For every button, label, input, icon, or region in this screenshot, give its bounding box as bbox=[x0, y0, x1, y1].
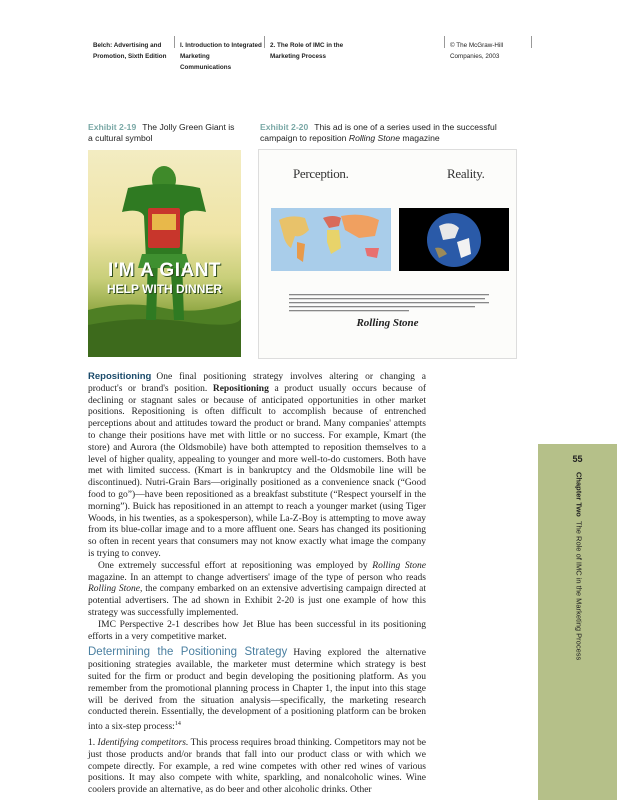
header-part-line: Communications bbox=[180, 64, 232, 71]
paragraph-text: a product usually occurs because of declining or stagnant sales or because of anticipated opportunities in other market positions. Repositioning is often difficult to accomplish because of entrenched perceptions about and attitudes toward the product or brand. Many companies' attempts to change their positions have met with little or no success. For example, Kmart (the store) and Aurora (the Oldsmobile) have both attempted to reposition themselves to a level of higher quality, appealing to younger and more well-to-do customers. Both have met with limited success. (Kmart is in bankruptcy and the Oldsmobile line will be discontinued). Nutri-Grain Bars—originally positioned as a convenience snack (“Good food to go”)—have been repositioned as a breakfast substitute (“Respect yourself in the morning”). Buick has repositioned in an attempt to reach a younger market (using Tiger Woods, in his twenties, as a spokesperson), while La-Z-Boy is attempting to move away from its blue-collar image and to a more affluent one. Sears has changed its positioning so often in recent years that consumers may not know exactly what image the company is trying to convey. bbox=[88, 383, 426, 559]
magazine-title: Rolling Stone bbox=[372, 560, 426, 571]
header-chapter-line: Marketing Process bbox=[270, 53, 326, 60]
caption-magazine-title: Rolling Stone bbox=[348, 133, 400, 143]
caption-text: magazine bbox=[399, 133, 440, 143]
green-giant-ad-image bbox=[88, 150, 241, 357]
caption-text: This ad is one of a series used in the successful bbox=[314, 122, 497, 132]
header-chapter-line: 2. The Role of IMC in the bbox=[270, 42, 344, 49]
header-divider bbox=[174, 36, 175, 48]
rolling-stone-logo: Rolling Stone bbox=[356, 317, 419, 329]
list-item-term: Identifying competitors. bbox=[97, 738, 189, 749]
paragraph-text: One final positioning strategy involves altering or changing a product's or brand's position. bbox=[88, 372, 426, 394]
exhibit-label: Exhibit 2-20 bbox=[260, 122, 309, 132]
header-copyright bbox=[450, 40, 503, 62]
list-item bbox=[88, 738, 426, 797]
header-copyright-line: © The McGraw-Hill bbox=[450, 42, 504, 49]
body-text bbox=[88, 371, 426, 797]
header-divider bbox=[531, 36, 532, 48]
footnote-ref: 14 bbox=[174, 721, 181, 728]
header-part bbox=[180, 40, 262, 73]
header-part-line: I. Introduction to Integrated bbox=[180, 42, 262, 49]
world-map-illustration bbox=[271, 208, 391, 271]
exhibit-2-19-caption bbox=[88, 122, 248, 144]
caption-text: campaign to reposition bbox=[260, 133, 349, 143]
earth-globe-image bbox=[399, 208, 509, 271]
paragraph-text: This process requires broad thinking. Competitors may not be just those products and/or brands that fall into our product class or with which we compete directly. For example, a red wine competes with other red wines of various positions. It may also compete with white, sparkling, and nonalcoholic wines. Wine coolers provide an alternative, as do beer and other alcoholic drinks. Other bbox=[88, 738, 427, 796]
header-divider bbox=[264, 36, 265, 48]
chapter-title: The Role of IMC in the Marketing Process bbox=[574, 521, 584, 661]
paragraph-rolling-stone bbox=[88, 561, 426, 620]
paragraph-text: One extremely successful effort at repositioning was employed by bbox=[98, 560, 373, 571]
header-chapter bbox=[270, 40, 343, 62]
header-book-line: Promotion, Sixth Edition bbox=[93, 53, 167, 60]
green-giant-illustration bbox=[88, 150, 241, 357]
ad-word-perception: Perception. bbox=[293, 166, 349, 181]
paragraph-imc-perspective: IMC Perspective 2-1 describes how Jet Blue has been successful in its positioning efforts in a very competitive market. bbox=[88, 619, 426, 642]
header-book bbox=[93, 40, 166, 62]
ad-subhead: HELP WITH DINNER bbox=[106, 282, 223, 296]
header-book-line: Belch: Advertising and bbox=[93, 42, 162, 49]
header-copyright-line: Companies, 2003 bbox=[450, 53, 500, 60]
page-number: 55 bbox=[572, 454, 583, 464]
ad-body-copy bbox=[289, 292, 489, 314]
exhibit-2-20-caption bbox=[260, 122, 530, 144]
chapter-tab bbox=[538, 444, 617, 800]
exhibit-label: Exhibit 2-19 bbox=[88, 122, 137, 132]
paragraph-determining bbox=[88, 647, 426, 734]
caption-text: The Jolly Green Giant is bbox=[142, 122, 235, 132]
world-map-image bbox=[271, 208, 391, 271]
header-divider bbox=[444, 36, 445, 48]
chapter-label: Chapter Two bbox=[574, 472, 584, 517]
caption-text: a cultural symbol bbox=[88, 133, 153, 143]
magazine-title: Rolling Stone, bbox=[88, 584, 143, 595]
rolling-stone-ad-image bbox=[259, 150, 516, 358]
paragraph-text: Having explored the alternative positioning strategies available, the marketer must determine which strategy is best suited for the firm or product and begin developing the positioning platform. As you remember from the promotional planning process in Chapter 1, the input into this stage will be derived from the situation analysis—specifically, the marketing research conducted therein. Essentially, the development of a positioning platform can be broken into a six-step process: bbox=[88, 648, 426, 733]
list-number: 1. bbox=[88, 738, 98, 749]
ad-headline: I'M A GIANT bbox=[107, 260, 222, 281]
paragraph-repositioning bbox=[88, 371, 426, 561]
earth-globe-illustration bbox=[399, 208, 509, 271]
section-heading: Determining the Positioning Strategy bbox=[88, 646, 288, 659]
run-in-heading: Repositioning bbox=[88, 371, 152, 382]
header-part-line: Marketing bbox=[180, 53, 210, 60]
paragraph-text: magazine. In an attempt to change advertisers' image of the type of person who reads bbox=[88, 572, 426, 583]
ad-word-reality: Reality. bbox=[447, 166, 485, 181]
paragraph-text: the company embarked on an extensive advertising campaign directed at potential advertisers. The ad shown in Exhibit 2-20 is just one example of how this strategy was successfully implemented. bbox=[88, 584, 427, 618]
chapter-tab-text bbox=[538, 472, 617, 660]
key-term: Repositioning bbox=[212, 383, 269, 394]
